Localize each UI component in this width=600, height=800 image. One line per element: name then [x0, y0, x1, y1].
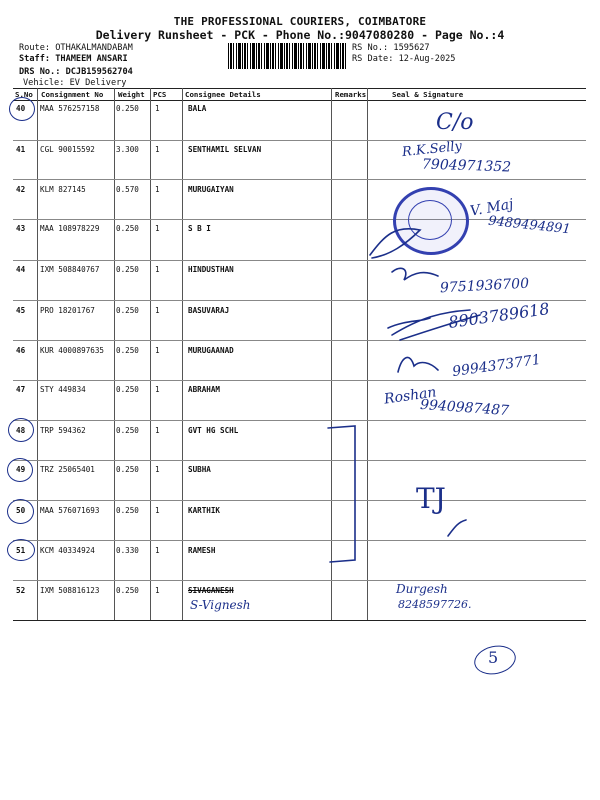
handwritten-phone: 9994373771 [451, 351, 542, 381]
runsheet-title: THE PROFESSIONAL COURIERS, COIMBATORE [173, 15, 427, 28]
vehicle-text: Vehicle: EV Delivery [23, 78, 127, 88]
table-row: 42 KLM 827145 0.570 1 MURUGAIYAN [16, 185, 234, 194]
handwritten-phone: 9489494891 [487, 213, 572, 238]
signature-scribble [370, 229, 420, 258]
page-mark: 5 [488, 648, 499, 667]
signature: Durgesh [396, 582, 448, 596]
route-text: Route: OTHAKALMANDABAM [19, 43, 133, 53]
table-row: 47 STY 449834 0.250 1 ABRAHAM [16, 385, 221, 394]
col-consignee: Consignee Details [185, 90, 261, 99]
table-row: 52 IXM 508816123 0.250 1 SIVAGANESH [16, 586, 234, 595]
table-row: 48 TRP 594362 0.250 1 GVT HG SCHL [16, 426, 239, 435]
signature-scribble [392, 268, 438, 280]
rs-no-text: RS No.: 1595627 [352, 43, 430, 53]
signature: C/o [436, 110, 474, 135]
staff-text: Staff: THAMEEM ANSARI [19, 54, 128, 64]
table-row: 50 MAA 576071693 0.250 1 KARTHIK [16, 506, 221, 515]
col-sno: S.No [15, 90, 33, 99]
handwritten-phone: 8903789618 [447, 299, 551, 332]
handwritten-phone: 9940987487 [419, 396, 510, 420]
col-remarks: Remarks [335, 90, 367, 99]
table-row: 41 CGL 90015592 3.300 1 SENTHAMIL SELVAN [16, 145, 262, 154]
handwritten-phone: 8248597726. [398, 598, 472, 611]
col-weight: Weight [118, 90, 145, 99]
signature-scribble [398, 357, 438, 372]
table-row: 49 TRZ 25065401 0.250 1 SUBHA [16, 465, 211, 474]
signature: V. Maj [468, 196, 515, 220]
handwritten-phone: 9751936700 [439, 275, 530, 297]
signature-scribble [448, 520, 466, 536]
rs-date-text: RS Date: 12-Aug-2025 [352, 54, 456, 64]
col-seal-signature: Seal & Signature [392, 90, 464, 99]
handwritten-name: S-Vignesh [190, 598, 251, 612]
remarks-bracket [328, 426, 355, 562]
signature: Roshan [383, 384, 438, 408]
runsheet-subtitle: Delivery Runsheet - PCK - Phone No.:9047080280 - Page No.:4 [95, 28, 505, 42]
col-consignment: Consignment No [41, 90, 104, 99]
signature: R.K.Selly [401, 138, 463, 161]
signature-scribble [388, 310, 480, 340]
col-pcs: PCS [153, 90, 167, 99]
table-row: 43 MAA 108978229 0.250 1 S B I [16, 224, 211, 233]
table-row: 40 MAA 576257158 0.250 1 BALA [16, 104, 207, 113]
drs-text: DRS No.: DCJB159562704 [19, 67, 133, 77]
handwritten-phone: 7904971352 [421, 156, 512, 176]
signature: TJ [416, 482, 446, 515]
table-row: 44 IXM 508840767 0.250 1 HINDUSTHAN [16, 265, 234, 274]
table-row: 46 KUR 4000897635 0.250 1 MURUGAANAD [16, 346, 234, 355]
table-row: 45 PRO 18201767 0.250 1 BASUVARAJ [16, 306, 230, 315]
table-row: 51 KCM 40334924 0.330 1 RAMESH [16, 546, 216, 555]
